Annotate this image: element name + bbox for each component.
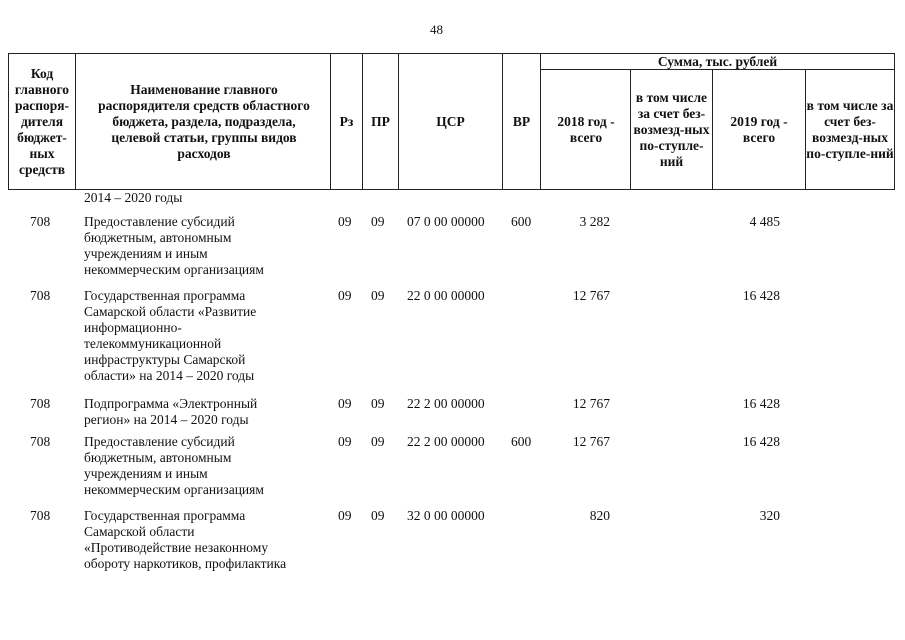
col-border-6 [540,53,541,190]
row-name: Предоставление субсидий бюджетным, автономным учреждениям и иным некоммерческим организациям [84,434,264,497]
col-border-8 [712,69,713,190]
row-pr: 09 [371,396,385,411]
row-pr: 09 [371,434,385,449]
row-2019: 16 428 [742,288,780,303]
row-rz: 09 [338,396,352,411]
row-rz: 09 [338,508,352,523]
row-vr: 600 [511,214,532,229]
row-name: Государственная программа Самарской области «Развитие информационно- телекоммуникационной инфраструктуры Самарской области» на 2014 – 2020 годы [84,288,257,383]
row-2019: 4 485 [749,214,780,229]
header-name: Наименование главного распорядителя средств областного бюджета, раздела, подраздела, целевой статьи, группы видов расходов [98,81,310,161]
row-2018: 820 [589,508,610,523]
header-csr: ЦСР [436,113,465,129]
row-pr: 09 [371,508,385,523]
row-2018: 3 282 [579,214,610,229]
header-pr: ПР [371,113,390,129]
header-vr: ВР [512,113,531,129]
row-name: Государственная программа Самарской области «Противодействие незаконному обороту наркотиков, профилактика [84,508,287,571]
col-border-1 [75,53,76,190]
row-code: 708 [30,508,51,523]
header-2018-free: в том числе за счет без-возмезд-ных по-ступле-ний [633,89,710,169]
row-rz: 09 [338,434,352,449]
row-2018: 12 767 [572,288,610,303]
header-code: Код главного распоря-дителя бюджет-ных средств [14,65,70,177]
row-vr: 600 [511,434,532,449]
row-code: 708 [30,214,51,229]
row-rz: 09 [338,288,352,303]
row-rz: 09 [338,214,352,229]
row-csr: 22 0 00 00000 [407,288,485,303]
row-2018: 12 767 [572,396,610,411]
row-pr: 09 [371,288,385,303]
row-2018: 12 767 [572,434,610,449]
row-pr: 09 [371,214,385,229]
row-csr: 32 0 00 00000 [407,508,485,523]
row-2019: 16 428 [742,434,780,449]
row-csr: 22 2 00 00000 [407,434,485,449]
header-rz: Рз [339,113,354,129]
row-csr: 07 0 00 00000 [407,214,485,229]
row-code: 708 [30,396,51,411]
row-name: Подпрограмма «Электронный регион» на 2014 – 2020 годы [84,396,258,427]
continuation-text: 2014 – 2020 годы [84,190,183,205]
row-csr: 22 2 00 00000 [407,396,485,411]
row-2019: 320 [759,508,780,523]
header-2018-total: 2018 год - всего [557,113,615,145]
row-code: 708 [30,288,51,303]
row-name: Предоставление субсидий бюджетным, автономным учреждениям и иным некоммерческим организациям [84,214,264,277]
row-code: 708 [30,434,51,449]
col-border-10 [894,53,895,190]
header-2019-total: 2019 год - всего [730,113,788,145]
header-sum: Сумма, тыс. рублей [657,53,778,69]
header-2019-free: в том числе за счет без-возмезд-ных по-ступле-ний [806,97,894,161]
page-number: 48 [430,22,443,37]
row-2019: 16 428 [742,396,780,411]
